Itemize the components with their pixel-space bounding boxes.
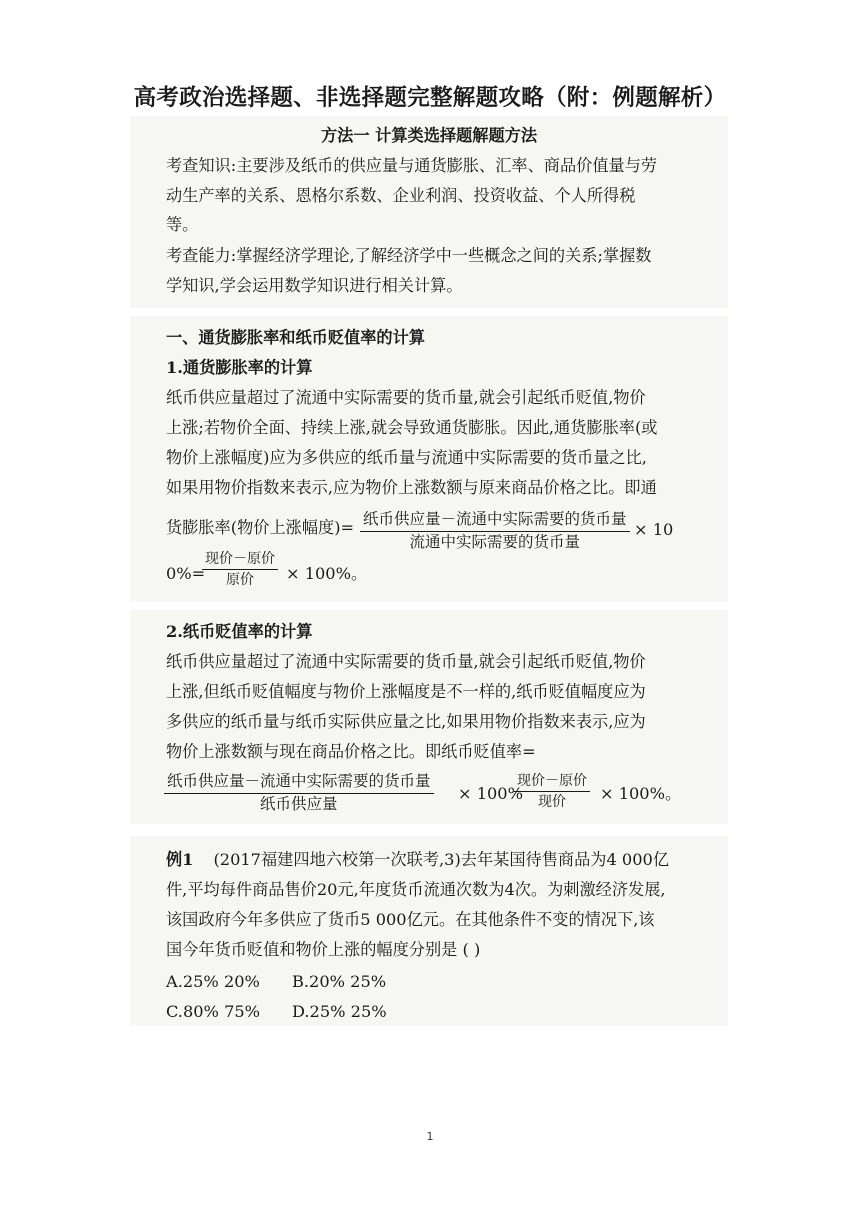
document-title: 高考政治选择题、非选择题完整解题攻略（附：例题解析）: [133, 85, 727, 111]
example-label: 例1: [166, 850, 194, 869]
formula-tail: × 10: [634, 520, 674, 539]
option-c: C.80% 75%: [166, 1002, 261, 1021]
paragraph-line: 动生产率的关系、恩格尔系数、企业利润、投资收益、个人所得税: [166, 186, 636, 205]
example-text: (2017福建四地六校第一次联考,3)去年某国待售商品为4 000亿: [213, 850, 670, 869]
fraction-numerator: 纸币供应量－流通中实际需要的货币量: [164, 774, 434, 794]
paragraph-line: 学知识,学会运用数学知识进行相关计算。: [166, 276, 463, 295]
depreciation-fraction: [164, 774, 434, 812]
example-block: [130, 836, 728, 1026]
example-line: 件,平均每件商品售价20元,年度货币流通次数为4次。为刺激经济发展,: [166, 880, 666, 899]
paragraph-line: 纸币供应量超过了流通中实际需要的货币量,就会引起纸币贬值,物价: [166, 652, 646, 671]
fraction-denominator: 流通中实际需要的货币量: [409, 532, 581, 551]
paragraph-line: 物价上涨数额与现在商品价格之比。即纸币贬值率=: [166, 742, 536, 761]
option-b: B.20% 25%: [292, 972, 387, 991]
paragraph-line: 考查知识:主要涉及纸币的供应量与通货膨胀、汇率、商品价值量与劳: [166, 156, 658, 175]
example-line: 该国政府今年多供应了货币5 000亿元。在其他条件不变的情况下,该: [166, 910, 655, 929]
paragraph-line: 多供应的纸币量与纸币实际供应量之比,如果用物价指数来表示,应为: [166, 712, 646, 731]
price-fraction: [202, 552, 278, 587]
section-heading: 一、通货膨胀率和纸币贬值率的计算: [166, 328, 425, 347]
inflation-rate-block: [130, 316, 728, 602]
fraction-numerator: 纸币供应量－流通中实际需要的货币量: [360, 512, 630, 532]
page-number: 1: [426, 1130, 434, 1143]
method-one-block: [130, 116, 728, 308]
fraction-denominator: 现价: [538, 794, 566, 810]
method-one-heading: 方法一 计算类选择题解题方法: [320, 126, 538, 145]
subsection-heading: 1.通货膨胀率的计算: [166, 358, 313, 377]
price-fraction: [514, 774, 590, 809]
paragraph-line: 纸币供应量超过了流通中实际需要的货币量,就会引起纸币贬值,物价: [166, 388, 646, 407]
option-d: D.25% 25%: [292, 1002, 387, 1021]
formula-mid: × 100%: [458, 784, 523, 803]
subsection-heading: 2.纸币贬值率的计算: [166, 622, 313, 641]
formula-tail: × 100%。: [286, 564, 368, 583]
option-a: A.25% 20%: [166, 972, 260, 991]
depreciation-rate-block: [130, 610, 728, 824]
fraction-numerator: 现价－原价: [202, 552, 278, 570]
paragraph-line: 上涨;若物价全面、持续上涨,就会导致通货膨胀。因此,通货膨胀率(或: [166, 418, 658, 437]
fraction-numerator: 现价－原价: [514, 774, 590, 792]
paragraph-line: 考查能力:掌握经济学理论,了解经济学中一些概念之间的关系;掌握数: [166, 246, 652, 265]
paragraph-line: 等。: [166, 215, 199, 234]
paragraph-line: 如果用物价指数来表示,应为物价上涨数额与原来商品价格之比。即通: [166, 478, 657, 497]
example-line: [166, 852, 669, 868]
formula-tail: × 100%。: [600, 784, 682, 803]
example-line: 国今年货币贬值和物价上涨的幅度分别是 ( ): [166, 940, 481, 959]
fraction-denominator: 纸币供应量: [260, 794, 338, 813]
paragraph-line: 物价上涨幅度)应为多供应的纸币量与流通中实际需要的货币量之比,: [166, 448, 647, 467]
inflation-fraction: [360, 512, 630, 550]
fraction-denominator: 原价: [226, 572, 254, 588]
formula-prefix: 货膨胀率(物价上涨幅度)=: [166, 518, 355, 537]
paragraph-line: 上涨,但纸币贬值幅度与物价上涨幅度是不一样的,纸币贬值幅度应为: [166, 682, 646, 701]
formula-prefix: 0%=: [166, 564, 206, 583]
